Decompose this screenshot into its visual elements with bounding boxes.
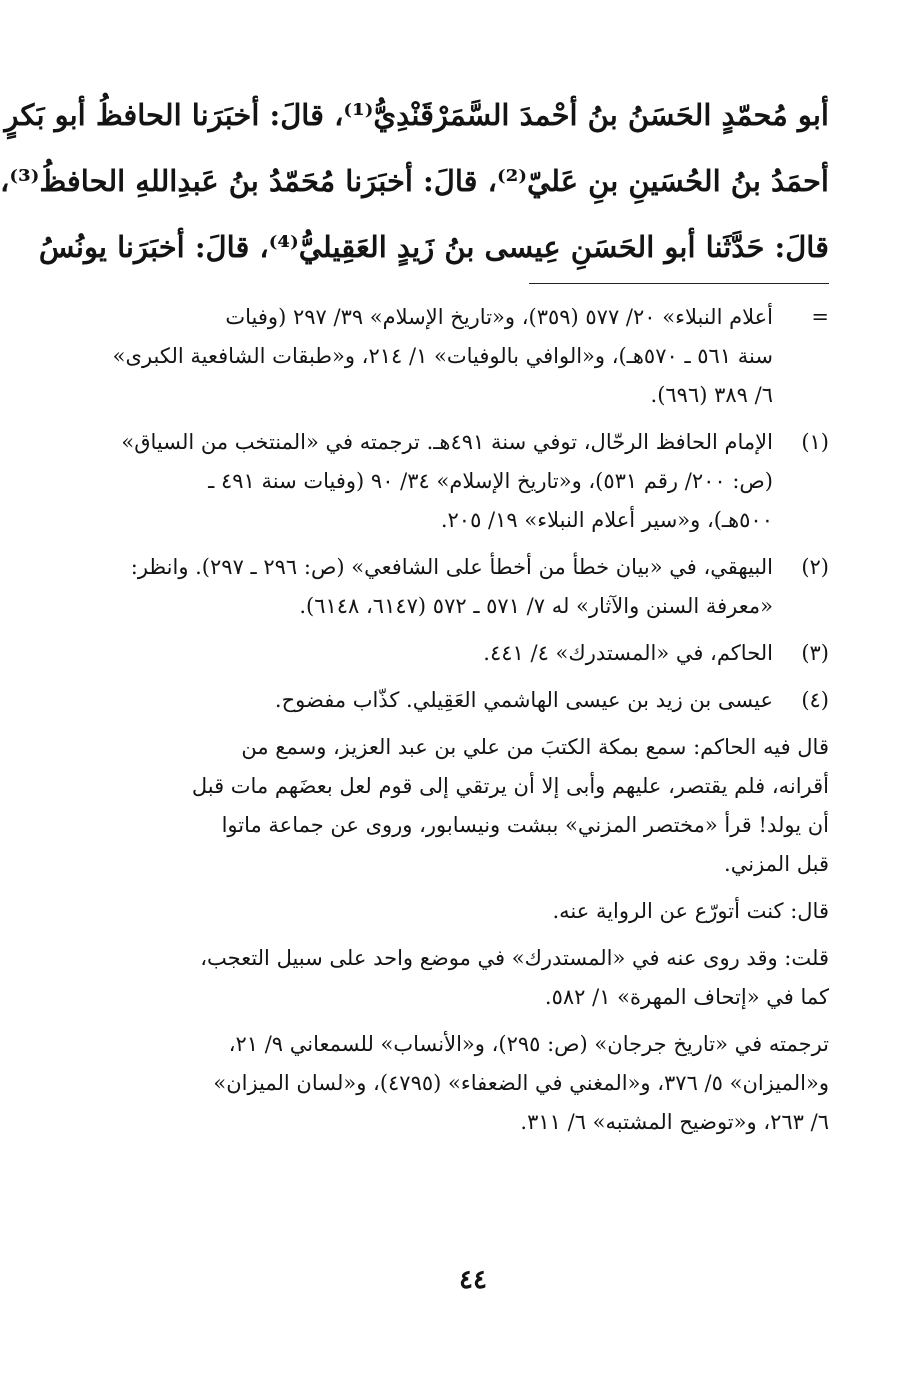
footnote-line: قال فيه الحاكم: سمع بمكة الكتبَ من علي بن عبد العزيز، وسمع من — [241, 735, 829, 759]
footnote-marker: (١) — [801, 430, 829, 454]
footnote-line: سنة ٥٦١ ـ ٥٧٠هـ)، و«الوافي بالوفيات» ١/ ٢١٤، و«طبقات الشافعية الكبرى» — [112, 344, 773, 368]
footnote-4 — [117, 681, 829, 720]
footnote-body — [112, 298, 773, 415]
footnote-line: أعلام النبلاء» ٢٠/ ٥٧٧ (٣٥٩)، و«تاريخ الإسلام» ٣٩/ ٢٩٧ (وفيات — [225, 305, 773, 329]
main-text-line: أحمَدُ بنُ الحُسَينِ بنِ عَليّ⁽²⁾، قالَ: أخبَرَنا مُحَمّدُ بنُ عَبدِاللهِ الحافظُ⁽³⁾، — [0, 164, 829, 198]
footnote-continuation — [112, 298, 829, 415]
footnote-line: أن يولد! قرأ «مختصر المزني» ببشت ونيسابور، وروى عن جماعة ماتوا — [221, 813, 829, 837]
footnote-line: الحاكم، في «المستدرك» ٤/ ٤٤١. — [483, 641, 773, 665]
footnote-line: ٥٠٠هـ)، و«سير أعلام النبلاء» ١٩/ ٢٠٥. — [440, 508, 773, 532]
footnote-3 — [117, 634, 829, 673]
footnote-marker: (٢) — [801, 555, 829, 579]
footnote-line: قال: كنت أتورّع عن الرواية عنه. — [552, 899, 829, 923]
footnote-4-paragraph — [117, 939, 829, 1017]
footnote-line: ٦/ ٢٦٣، و«توضيح المشتبه» ٦/ ٣١١. — [520, 1110, 829, 1134]
footnote-line: «معرفة السنن والآثار» له ٧/ ٥٧١ ـ ٥٧٢ (٦١٤٧، ٦١٤٨). — [299, 594, 773, 618]
footnote-body — [117, 548, 773, 626]
footnote-line: أقرانه، فلم يقتصر، عليهم وأبى إلا أن يرتقي إلى قوم لعل بعضَهم مات قبل — [191, 774, 829, 798]
footnote-line: ترجمته في «تاريخ جرجان» (ص: ٢٩٥)، و«الأنساب» للسمعاني ٩/ ٢١، — [228, 1032, 829, 1056]
footnote-line: الإمام الحافظ الرحّال، توفي سنة ٤٩١هـ. ترجمته في «المنتخب من السياق» — [121, 430, 773, 454]
footnote-body — [117, 681, 773, 720]
footnote-line: قلت: وقد روى عنه في «المستدرك» في موضع واحد على سبيل التعجب، — [200, 946, 829, 970]
footnotes-section — [112, 298, 829, 1150]
footnote-marker: (٤) — [801, 688, 829, 712]
footnote-marker: (٣) — [801, 641, 829, 665]
main-text-line: أبو مُحمّدٍ الحَسَنُ بنُ أحْمدَ السَّمَرْقَنْدِيُّ⁽¹⁾، قالَ: أخبَرَنا الحافظُ أبو بَكرٍ — [4, 98, 829, 132]
footnote-line: قبل المزني. — [724, 852, 829, 876]
footnote-body — [117, 423, 773, 540]
main-text — [0, 82, 829, 280]
footnote-4-paragraph — [117, 1025, 829, 1142]
footnote-4-paragraph — [117, 892, 829, 931]
footnote-1 — [117, 423, 829, 540]
footnote-line: (ص: ٢٠٠/ رقم ٥٣١)، و«تاريخ الإسلام» ٣٤/ ٩٠ (وفيات سنة ٤٩١ ـ — [208, 469, 773, 493]
page-number: ٤٤ — [459, 1265, 487, 1295]
main-text-line: قالَ: حَدَّثَنا أبو الحَسَنِ عِيسى بنُ زَيدٍ العَقِيليُّ⁽⁴⁾، قالَ: أخبَرَنا يونُسُ — [38, 230, 829, 264]
footnote-body — [117, 634, 773, 673]
footnote-line: البيهقي، في «بيان خطأ من أخطأ على الشافعي» (ص: ٢٩٦ ـ ٢٩٧). وانظر: — [130, 555, 773, 579]
footnote-line: و«الميزان» ٥/ ٣٧٦، و«المغني في الضعفاء» (٤٧٩٥)، و«لسان الميزان» — [213, 1071, 829, 1095]
footnote-marker: = — [811, 305, 829, 329]
footnote-2 — [117, 548, 829, 626]
footnote-separator — [529, 283, 829, 284]
footnote-4-paragraph — [117, 728, 829, 884]
footnote-line: كما في «إتحاف المهرة» ١/ ٥٨٢. — [544, 985, 829, 1009]
footnote-line: عيسى بن زيد بن عيسى الهاشمي العَقِيلي. كذّاب مفضوح. — [274, 688, 773, 712]
footnote-line: ٦/ ٣٨٩ (٦٩٦). — [650, 383, 773, 407]
